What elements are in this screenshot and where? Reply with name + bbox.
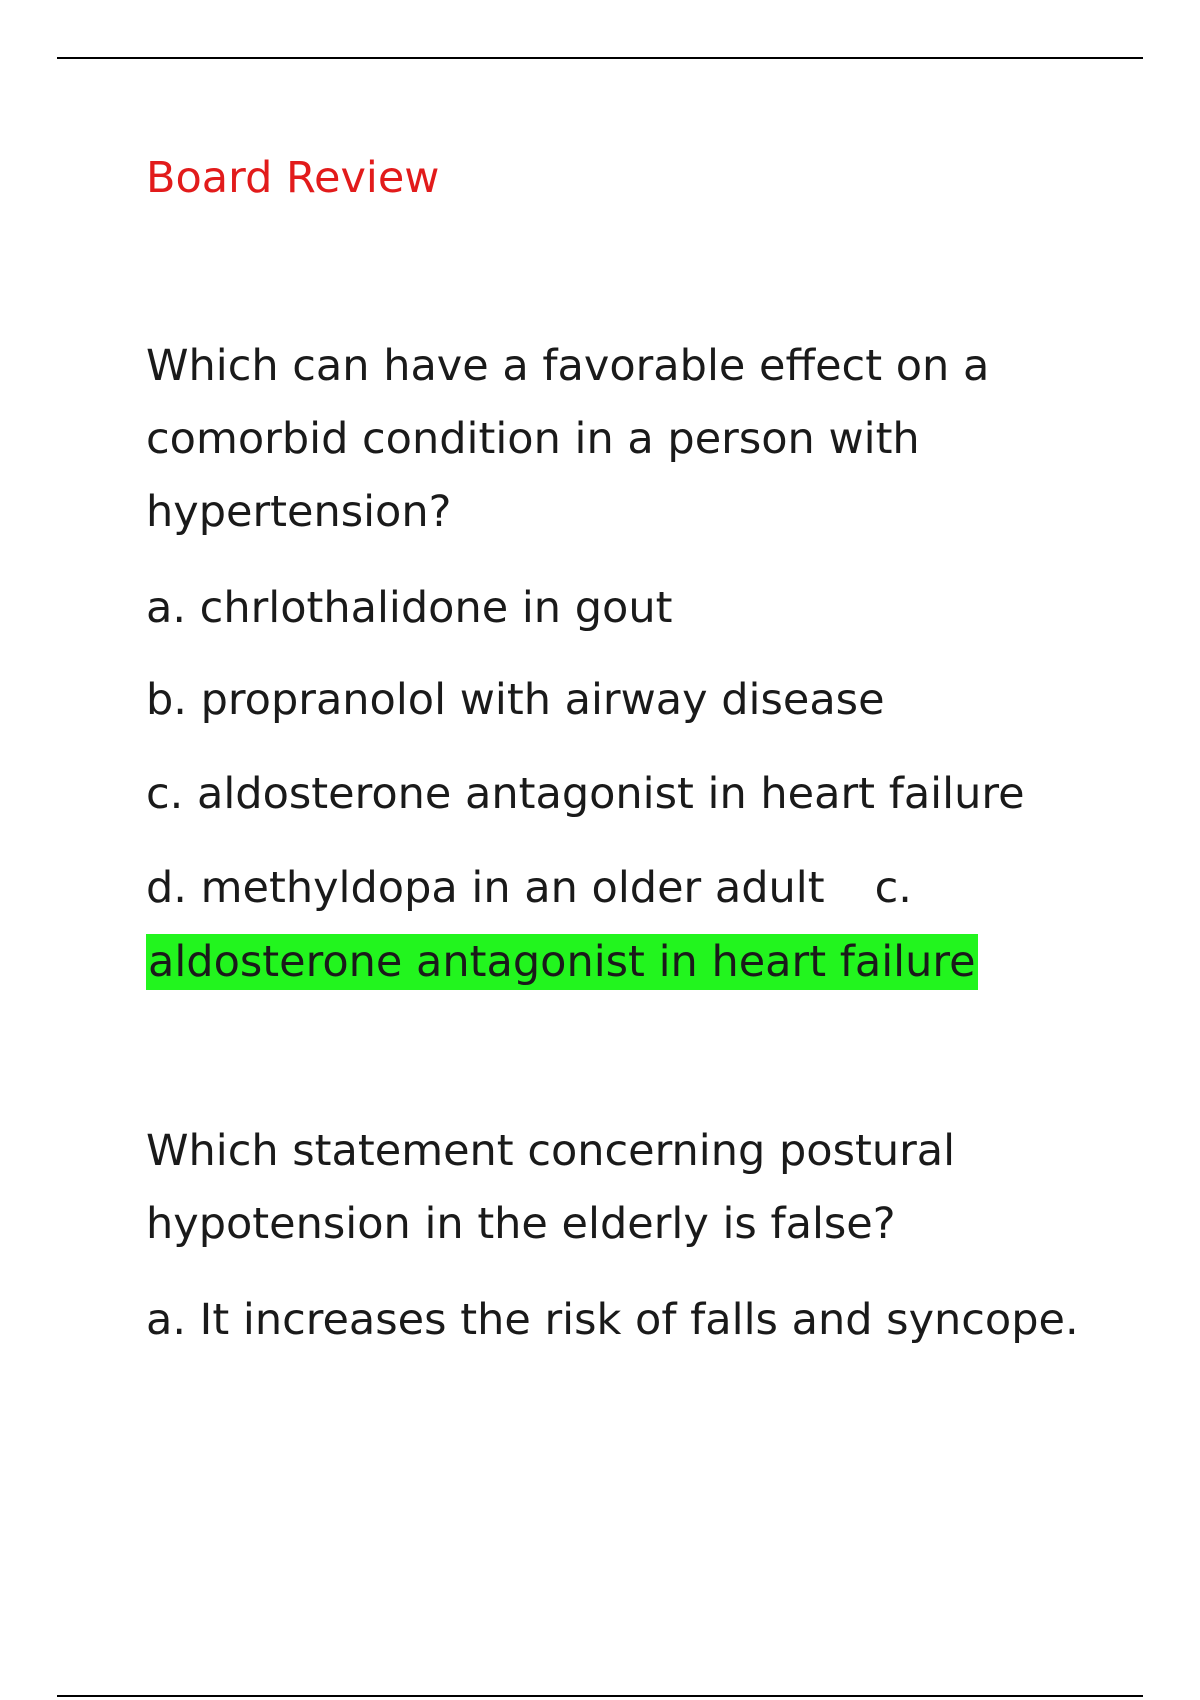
question-1-option-d-text: d. methyldopa in an older adult (146, 863, 825, 913)
question-1-line-3: hypertension? (146, 487, 452, 537)
page-heading: Board Review (146, 153, 440, 203)
question-2-option-a: a. It increases the risk of falls and syncope. (146, 1295, 1079, 1345)
top-rule (57, 57, 1143, 59)
question-1-option-d (146, 860, 912, 916)
question-1-answer-label: c. (874, 863, 912, 913)
question-1-answer-highlight: aldosterone antagonist in heart failure (146, 934, 978, 990)
question-1-option-a: a. chrlothalidone in gout (146, 583, 673, 633)
question-1-line-2: comorbid condition in a person with (146, 414, 920, 464)
question-1-option-c: c. aldosterone antagonist in heart failure (146, 769, 1025, 819)
question-2-line-1: Which statement concerning postural (146, 1126, 956, 1176)
question-1-line-1: Which can have a favorable effect on a (146, 341, 990, 391)
bottom-rule (57, 1695, 1143, 1697)
question-1-option-b: b. propranolol with airway disease (146, 675, 885, 725)
question-2-line-2: hypotension in the elderly is false? (146, 1199, 896, 1249)
